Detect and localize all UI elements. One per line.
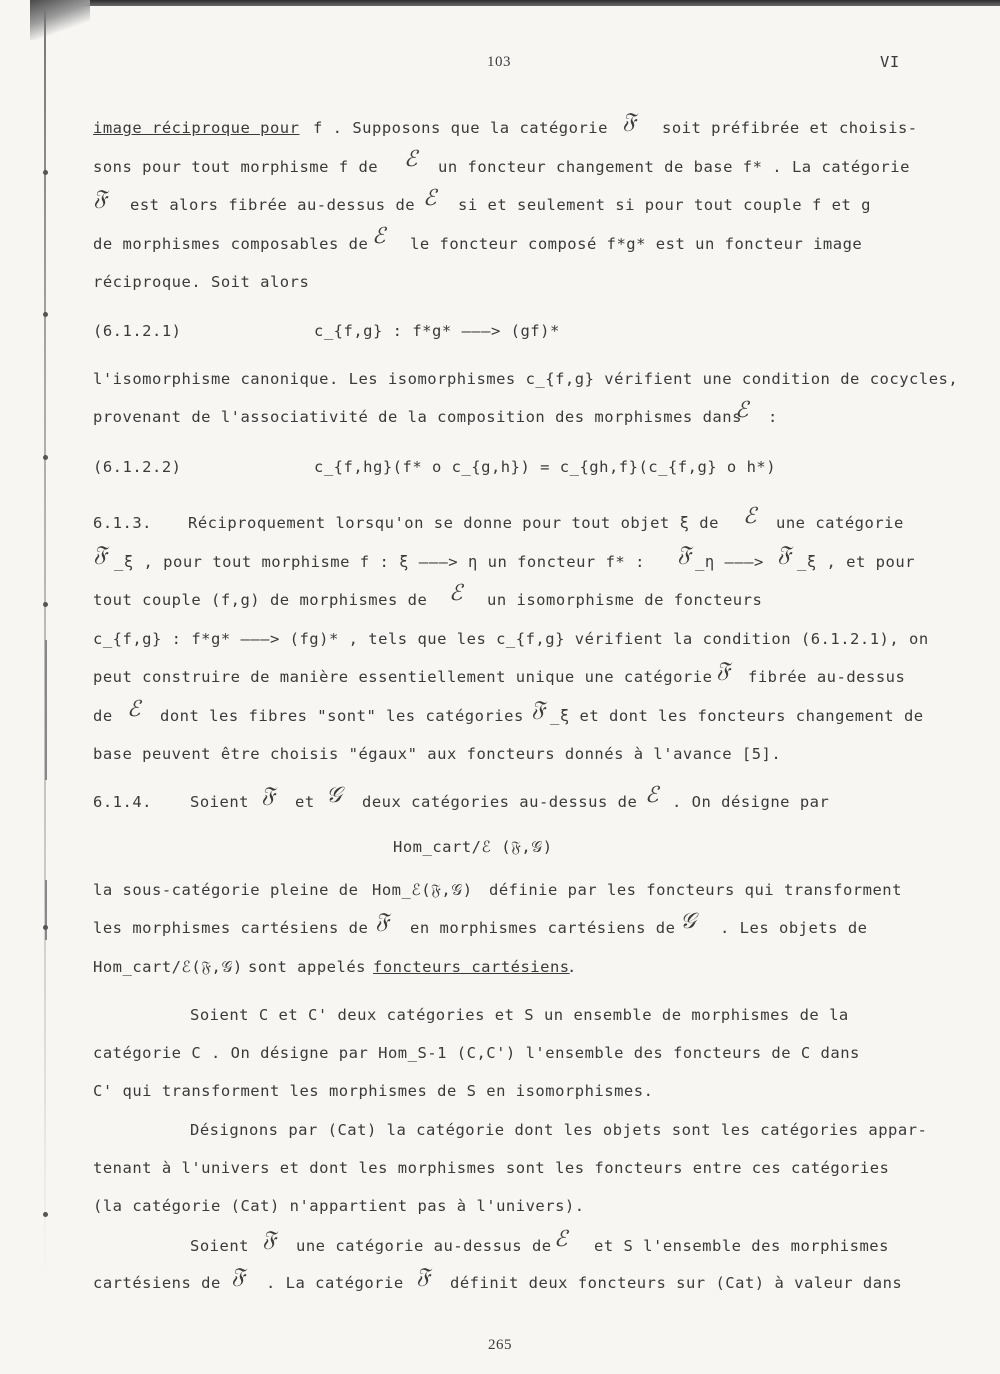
text-fragment: Réciproquement lorsqu'on se donne pour tout objet ξ de [188,514,719,532]
text-fragment: définie par les foncteurs qui transforment [489,881,902,899]
text-fragment: _ξ , pour tout morphisme f : ξ ———> η un foncteur f* : [114,553,645,571]
fibered-category-symbol: 𝔉 [677,542,692,567]
equation: c_{f,g} : f*g* ———> (gf)* [314,322,560,340]
text-fragment: réciproque. Soit alors [93,273,310,291]
text-fragment: est alors fibrée au-dessus de [130,196,416,214]
base-category-symbol: ℰ [449,581,463,606]
text-fragment: . La catégorie [266,1274,404,1292]
base-category-symbol: ℰ [735,398,749,423]
page-number-top: 103 [487,54,511,70]
text-fragment: . [567,958,577,976]
equation-label: (6.1.2.2) [93,458,182,476]
text-fragment: tout couple (f,g) de morphismes de [93,591,428,609]
text-fragment: la sous-catégorie pleine de [93,881,359,899]
fibered-category-symbol: 𝔉 [375,909,390,934]
equation-label: (6.1.2.1) [93,322,182,340]
hom-notation: Hom_cart/ℰ(𝔉,𝒢) [93,958,243,976]
defined-term: foncteurs cartésiens [373,958,570,976]
text-fragment: un foncteur changement de base f* . La catégorie [438,158,910,176]
base-category-symbol: ℰ [743,504,757,529]
section-number: 6.1.3. [93,514,152,532]
text-fragment: _ξ , et pour [797,553,915,571]
text-fragment: f . Supposons que la catégorie [313,119,608,137]
fibered-category-symbol: 𝔉 [93,186,108,211]
text-fragment: une catégorie [776,514,904,532]
text-line: Désignons par (Cat) la catégorie dont les objets sont les catégories appar- [190,1121,928,1139]
text-fragment: sons pour tout morphisme f de [93,158,379,176]
base-category-symbol: ℰ [372,224,386,249]
fibered-category-symbol: 𝔉 [93,542,108,567]
base-category-symbol: ℰ [127,697,141,722]
margin-mark [43,1212,48,1217]
text-line: tenant à l'univers et dont les morphismes sont les foncteurs entre ces catégories [93,1159,890,1177]
text-fragment: dont les fibres "sont" les catégories [160,707,524,725]
text-line: catégorie C . On désigne par Hom_S-1 (C,C') l'ensemble des foncteurs de C dans [93,1044,860,1062]
page-number-bottom: 265 [488,1337,512,1353]
hom-notation: Hom_ℰ(𝔉,𝒢) [372,881,473,899]
base-category-symbol: ℰ [404,147,418,172]
base-category-symbol: ℰ [554,1227,568,1252]
fibered-category-symbol: 𝔉 [261,783,276,808]
margin-mark [43,455,48,460]
fibered-category-symbol: 𝔉 [262,1227,277,1252]
text-fragment: . On désigne par [672,793,830,811]
text-fragment: les morphismes cartésiens de [93,919,369,937]
text-line: Soient C et C' deux catégories et S un ensemble de morphismes de la [190,1006,849,1024]
margin-mark [43,170,48,175]
chapter-number: VI [880,53,900,71]
second-category-symbol: 𝒢 [326,783,343,808]
text-fragment: soit préfibrée et choisis- [662,119,918,137]
text-fragment: et S l'ensemble des morphismes [594,1237,889,1255]
text-fragment: _ξ et dont les foncteurs changement de [550,707,924,725]
text-fragment: une catégorie au-dessus de [296,1237,552,1255]
text-fragment: . Les objets de [720,919,868,937]
text-fragment: le foncteur composé f*g* est un foncteur image [410,235,863,253]
text-fragment: sont appelés [248,958,366,976]
section-number: 6.1.4. [93,793,152,811]
fibered-category-symbol: 𝔉 [716,658,731,683]
text-fragment: Soient [190,1237,249,1255]
text-fragment: image réciproque pour [93,119,300,137]
text-fragment: un isomorphisme de foncteurs [487,591,763,609]
fibered-category-symbol: 𝔉 [531,697,546,722]
text-line: C' qui transforment les morphismes de S en isomorphismes. [93,1082,654,1100]
text-fragment: Soient [190,793,249,811]
equation: c_{f,hg}(f* o c_{g,h}) = c_{gh,f}(c_{f,g} o h*) [314,458,777,476]
text-fragment: deux catégories au-dessus de [362,793,638,811]
margin-mark [43,312,48,317]
second-category-symbol: 𝒢 [680,909,697,934]
fibered-category-symbol: 𝔉 [231,1264,246,1289]
scan-edge-corner [30,0,90,40]
text-fragment: peut construire de manière essentiellement unique une catégorie [93,668,713,686]
text-fragment: et [295,793,315,811]
text-line: l'isomorphisme canonique. Les isomorphismes c_{f,g} vérifient une condition de cocycles, [93,370,959,388]
fibered-category-symbol: 𝔉 [416,1264,431,1289]
text-fragment: en morphismes cartésiens de [410,919,676,937]
scan-edge-top [30,0,1000,6]
text-line: base peuvent être choisis "égaux" aux foncteurs donnés à l'avance [5]. [93,745,782,763]
text-fragment: : [768,408,778,426]
fibered-category-symbol: 𝔉 [622,109,637,134]
margin-rule [45,640,47,780]
text-line: c_{f,g} : f*g* ———> (fg)* , tels que les c_{f,g} vérifient la condition (6.1.2.1), on [93,630,929,648]
margin-mark [43,602,48,607]
text-fragment: de [93,707,113,725]
text-fragment: cartésiens de [93,1274,221,1292]
text-fragment: _η ———> [695,553,764,571]
hom-cart-display: Hom_cart/ℰ (𝔉,𝒢) [393,838,553,856]
margin-rule [45,880,47,940]
text-line: (la catégorie (Cat) n'appartient pas à l'univers). [93,1197,585,1215]
text-fragment: de morphismes composables de [93,235,369,253]
text-fragment: fibrée au-dessus [748,668,906,686]
text-fragment: si et seulement si pour tout couple f et g [458,196,871,214]
base-category-symbol: ℰ [423,186,437,211]
text-fragment: provenant de l'associativité de la composition des morphismes dans [93,408,742,426]
text-fragment: définit deux foncteurs sur (Cat) à valeur dans [450,1274,903,1292]
fibered-category-symbol: 𝔉 [777,542,792,567]
margin-mark [43,925,48,930]
base-category-symbol: ℰ [645,783,659,808]
